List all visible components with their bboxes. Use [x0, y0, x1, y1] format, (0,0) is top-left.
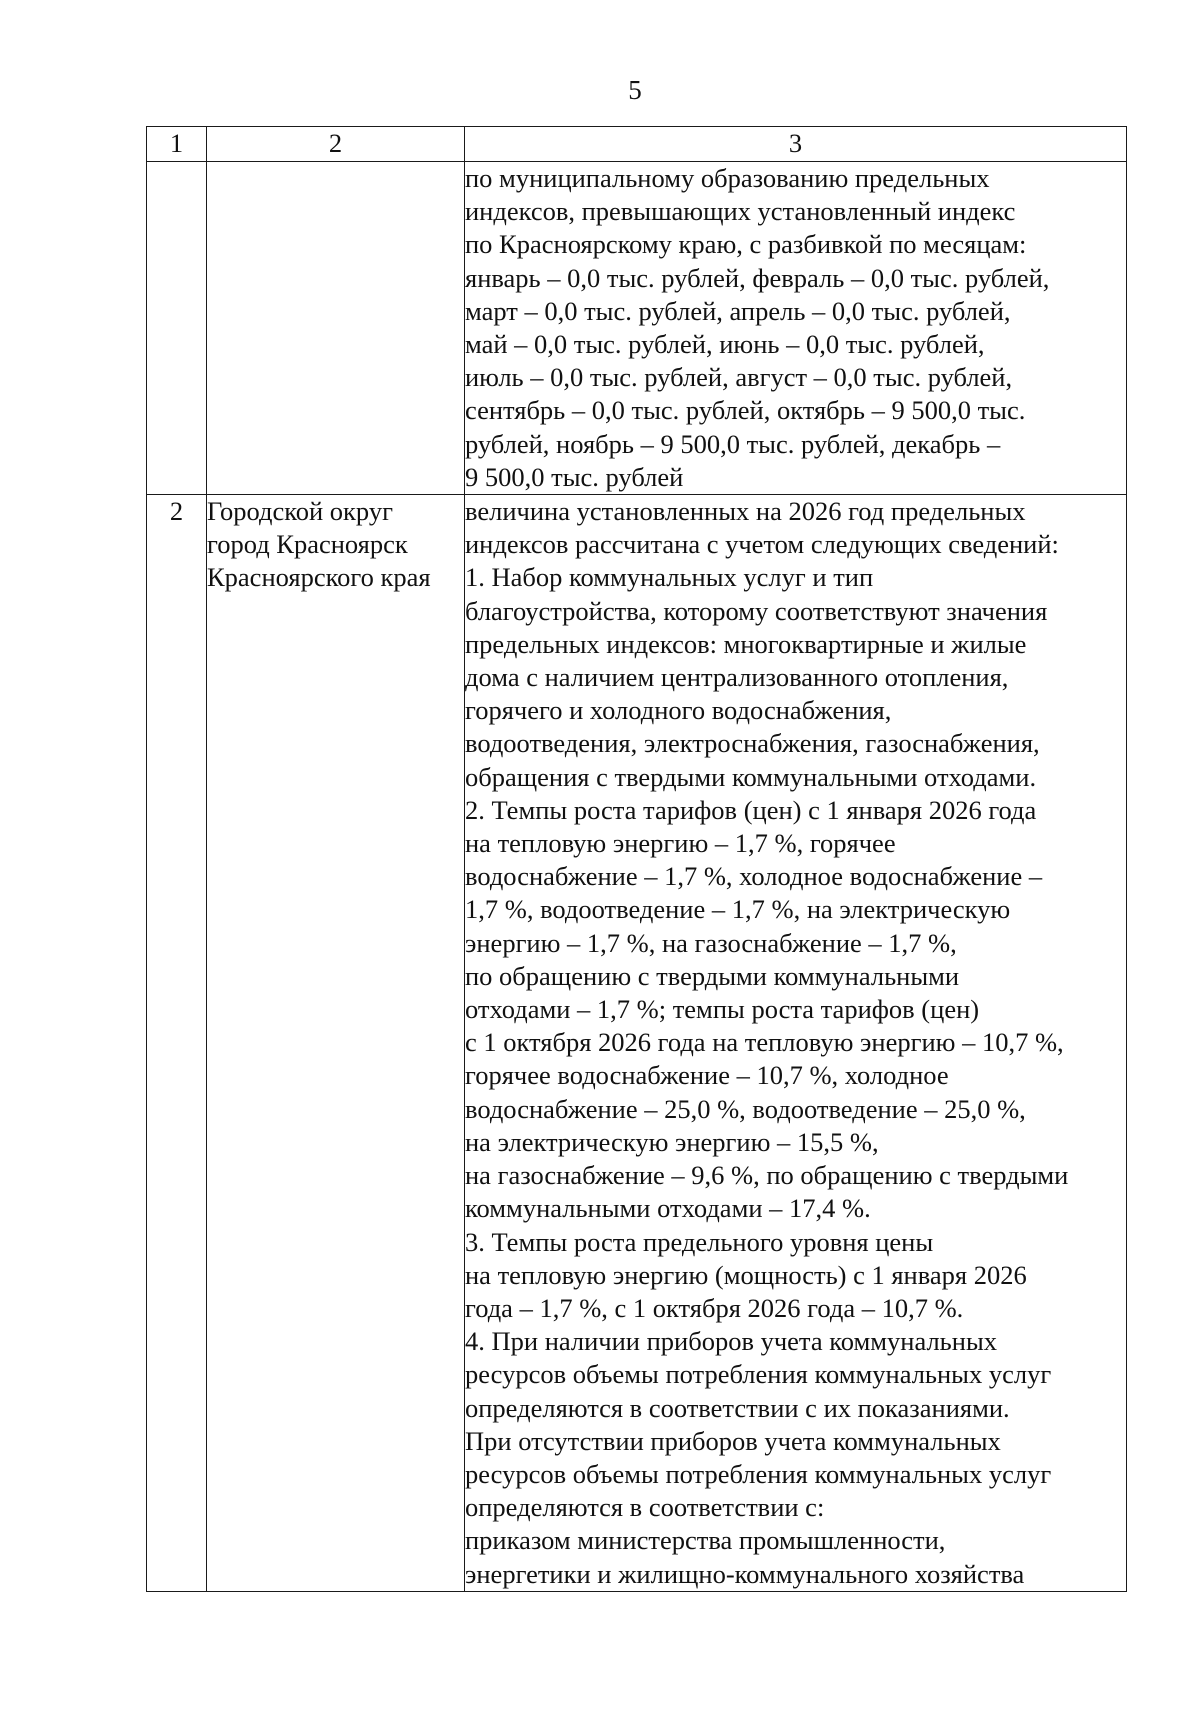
text-line: определяются в соответствии с их показаниями. [465, 1392, 1010, 1423]
header-col-2: 2 [207, 127, 465, 162]
text-line: приказом министерства промышленности, [465, 1525, 946, 1556]
text-line: май – 0,0 тыс. рублей, июнь – 0,0 тыс. рублей, [465, 329, 985, 360]
text-line: 1,7 %, водоотведение – 1,7 %, на электрическую [465, 894, 1011, 925]
text-line: определяются в соответствии с: [465, 1492, 825, 1523]
text-line: 9 500,0 тыс. рублей [465, 461, 684, 492]
text-line: обращения с твердыми коммунальными отходами. [465, 761, 1037, 792]
text-line: ресурсов объемы потребления коммунальных услуг [465, 1359, 1052, 1390]
text-line: с 1 октября 2026 года на тепловую энергию – 10,7 %, [465, 1027, 1064, 1058]
text-line: на тепловую энергию – 1,7 %, горячее [465, 828, 896, 859]
text-line: 3. Темпы роста предельного уровня цены [465, 1226, 934, 1257]
page-number: 5 [628, 75, 642, 105]
text-line: коммунальными отходами – 17,4 %. [465, 1193, 871, 1224]
text-line: предельных индексов: многоквартирные и жилые [465, 628, 1027, 659]
text-line: 1. Набор коммунальных услуг и тип [465, 562, 874, 593]
text-line: индексов рассчитана с учетом следующих сведений: [465, 529, 1059, 560]
row-number-cell [147, 162, 207, 495]
text-line: по муниципальному образованию предельных [465, 163, 990, 193]
table-row [147, 495, 1127, 1592]
text-line: водоснабжение – 25,0 %, водоотведение – 25,0 %, [465, 1093, 1026, 1124]
text-line: по обращению с твердыми коммунальными [465, 960, 960, 991]
table-row [147, 162, 1127, 495]
text-line: рублей, ноябрь – 9 500,0 тыс. рублей, декабрь – [465, 428, 1001, 459]
table-header-row [147, 127, 1127, 162]
municipality-cell [207, 495, 465, 1592]
text-line: Красноярского края [207, 562, 431, 593]
text-line: ресурсов объемы потребления коммунальных услуг [465, 1458, 1052, 1489]
text-line: горячее водоснабжение – 10,7 %, холодное [465, 1060, 949, 1091]
document-table [146, 126, 1127, 1592]
text-line: Городской округ [207, 496, 393, 527]
text-line: июль – 0,0 тыс. рублей, август – 0,0 тыс. рублей, [465, 362, 1013, 393]
text-line: водоснабжение – 1,7 %, холодное водоснабжение – [465, 861, 1043, 892]
text-line: 2. Темпы роста тарифов (цен) с 1 января 2026 года [465, 794, 1037, 825]
text-line: на тепловую энергию (мощность) с 1 января 2026 [465, 1259, 1027, 1290]
text-line: индексов, превышающих установленный индекс [465, 196, 1016, 227]
description-cell [465, 495, 1127, 1592]
text-line: водоотведения, электроснабжения, газоснабжения, [465, 728, 1040, 759]
text-line: энергетики и жилищно-коммунального хозяйства [465, 1558, 1025, 1589]
text-line: 4. При наличии приборов учета коммунальных [465, 1326, 997, 1357]
text-line: года – 1,7 %, с 1 октября 2026 года – 10,7 %. [465, 1292, 964, 1323]
text-line: по Красноярскому краю, с разбивкой по месяцам: [465, 229, 1027, 260]
text-line: март – 0,0 тыс. рублей, апрель – 0,0 тыс. рублей, [465, 295, 1011, 326]
description-cell [465, 162, 1127, 495]
text-line: январь – 0,0 тыс. рублей, февраль – 0,0 тыс. рублей, [465, 262, 1050, 293]
text-line: отходами – 1,7 %; темпы роста тарифов (цен) [465, 994, 980, 1025]
row-number-cell: 2 [147, 495, 207, 1592]
text-line: энергию – 1,7 %, на газоснабжение – 1,7 %, [465, 927, 957, 958]
municipality-cell [207, 162, 465, 495]
text-line: горячего и холодного водоснабжения, [465, 695, 892, 726]
text-line: на газоснабжение – 9,6 %, по обращению с твердыми [465, 1160, 1069, 1191]
text-line: дома с наличием централизованного отопления, [465, 662, 1009, 693]
text-line: благоустройства, которому соответствуют значения [465, 595, 1048, 626]
text-line: на электрическую энергию – 15,5 %, [465, 1126, 879, 1157]
header-col-3: 3 [465, 127, 1127, 162]
text-line: сентябрь – 0,0 тыс. рублей, октябрь – 9 500,0 тыс. [465, 395, 1026, 426]
header-col-1: 1 [147, 127, 207, 162]
text-line: город Красноярск [207, 529, 408, 560]
text-line: величина установленных на 2026 год предельных [465, 496, 1026, 527]
text-line: При отсутствии приборов учета коммунальных [465, 1425, 1001, 1456]
